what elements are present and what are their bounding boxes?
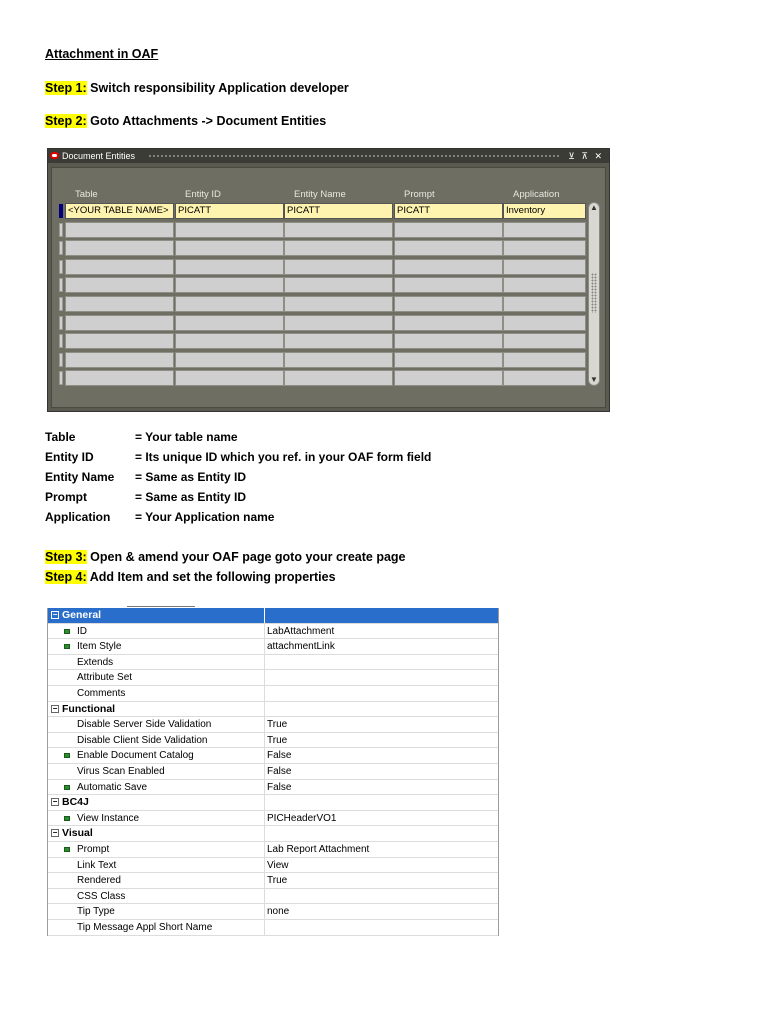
- grid-cell[interactable]: [175, 240, 284, 256]
- grid-cell[interactable]: [65, 370, 174, 386]
- property-name: [48, 811, 265, 826]
- property-value[interactable]: [266, 686, 499, 701]
- grid-cell[interactable]: [65, 259, 174, 275]
- grid-cell[interactable]: [503, 277, 586, 293]
- property-value[interactable]: False: [267, 766, 292, 777]
- property-label: Link Text: [77, 859, 117, 871]
- property-row[interactable]: [48, 873, 498, 889]
- grid-cell[interactable]: [284, 277, 393, 293]
- property-value[interactable]: [266, 608, 499, 623]
- grid-cell[interactable]: [175, 370, 284, 386]
- property-name: [48, 795, 265, 810]
- record-indicator[interactable]: [59, 334, 63, 348]
- scroll-down-icon[interactable]: ▼: [590, 375, 598, 384]
- property-inspector: [47, 608, 499, 936]
- required-property-icon: [64, 629, 70, 634]
- property-label: Extends: [77, 656, 114, 668]
- property-row[interactable]: [48, 717, 498, 733]
- property-row[interactable]: [48, 748, 498, 764]
- definition-value: = Same as Entity ID: [135, 490, 247, 504]
- property-name: [48, 702, 265, 717]
- property-category[interactable]: [48, 608, 498, 624]
- grid-cell[interactable]: [65, 240, 174, 256]
- property-label: Item Style: [77, 641, 122, 653]
- property-label: ID: [77, 625, 87, 637]
- window-title: Document Entities: [62, 151, 136, 161]
- property-name: [48, 655, 265, 670]
- property-label: Virus Scan Enabled: [77, 766, 165, 777]
- property-name: [48, 826, 265, 841]
- definition-value: = Your table name: [135, 430, 238, 444]
- definition-value: = Its unique ID which you ref. in your OAF form field: [135, 450, 432, 464]
- grid-cell[interactable]: PICATT: [394, 203, 503, 219]
- property-label: Automatic Save: [77, 781, 148, 793]
- property-label: Rendered: [77, 875, 121, 887]
- property-name: [48, 733, 265, 748]
- oracle-icon: [50, 152, 59, 159]
- property-row[interactable]: [48, 639, 498, 655]
- property-label: BC4J: [62, 796, 89, 809]
- definition-row: [45, 430, 238, 444]
- window-titlebar: [48, 149, 609, 163]
- property-row[interactable]: [48, 670, 498, 686]
- inspector-divider: [127, 606, 195, 607]
- grid-cell[interactable]: [284, 240, 393, 256]
- property-value[interactable]: [266, 795, 499, 810]
- step-4: [45, 570, 336, 584]
- property-name: [48, 748, 265, 763]
- grid-cell[interactable]: [394, 315, 503, 331]
- property-row[interactable]: [48, 811, 498, 827]
- step-2-text: Goto Attachments -> Document Entities: [86, 114, 327, 128]
- grid-cell[interactable]: [65, 352, 174, 368]
- column-header-prompt: Prompt: [404, 189, 435, 200]
- definition-key: Entity Name: [45, 470, 115, 484]
- collapse-icon[interactable]: −: [52, 703, 58, 713]
- step-4-label: Step 4:: [45, 570, 87, 584]
- grid-cell[interactable]: [284, 259, 393, 275]
- property-label: Tip Type: [77, 906, 115, 918]
- collapse-icon[interactable]: −: [52, 610, 58, 619]
- grid-cell[interactable]: [394, 296, 503, 312]
- grid-cell[interactable]: [503, 315, 586, 331]
- property-label: Attribute Set: [77, 672, 133, 684]
- property-name: [48, 686, 265, 701]
- property-label: Visual: [62, 827, 93, 840]
- property-row[interactable]: [48, 842, 498, 858]
- step-1-label: Step 1:: [45, 81, 87, 95]
- grid-cell[interactable]: [394, 240, 503, 256]
- property-label: Tip Message Appl Short Name: [77, 922, 213, 933]
- record-indicator[interactable]: [59, 316, 63, 330]
- property-name: [48, 624, 265, 639]
- property-name: [48, 639, 265, 654]
- grid-cell[interactable]: [394, 370, 503, 386]
- property-name: [48, 920, 265, 935]
- property-category[interactable]: [48, 795, 498, 811]
- property-category[interactable]: [48, 702, 498, 718]
- grid-cell[interactable]: [503, 240, 586, 256]
- step-3: [45, 550, 406, 564]
- property-label: View Instance: [77, 812, 140, 824]
- property-value[interactable]: [266, 655, 499, 670]
- grid-cell[interactable]: [394, 222, 503, 238]
- property-row[interactable]: [48, 780, 498, 796]
- property-name: [48, 608, 265, 623]
- collapse-icon[interactable]: −: [52, 828, 58, 838]
- column-header-table: Table: [75, 189, 98, 200]
- definition-row: [45, 490, 246, 504]
- step-3-label: Step 3:: [45, 550, 87, 564]
- definition-key: Prompt: [45, 490, 87, 504]
- grid-cell[interactable]: [175, 222, 284, 238]
- property-row[interactable]: [48, 686, 498, 702]
- grid-cell[interactable]: [65, 333, 174, 349]
- property-value[interactable]: [266, 889, 499, 904]
- grid-cell[interactable]: [503, 352, 586, 368]
- grid-cell[interactable]: [65, 222, 174, 238]
- vertical-scrollbar[interactable]: [588, 202, 600, 386]
- grid-cell[interactable]: [394, 333, 503, 349]
- property-category[interactable]: [48, 826, 498, 842]
- step-2-label: Step 2:: [45, 114, 87, 128]
- grid-cell[interactable]: [503, 222, 586, 238]
- grid-cell[interactable]: [65, 315, 174, 331]
- property-value[interactable]: LabAttachment: [267, 625, 335, 637]
- grid-cell[interactable]: [394, 259, 503, 275]
- property-row[interactable]: [48, 624, 498, 640]
- step-2: [45, 114, 326, 128]
- grid-cell[interactable]: [175, 333, 284, 349]
- grid-cell[interactable]: [503, 333, 586, 349]
- record-indicator[interactable]: [59, 241, 63, 255]
- grid-cell[interactable]: [394, 277, 503, 293]
- property-name: [48, 842, 265, 857]
- property-value[interactable]: [266, 670, 499, 685]
- grid-cell[interactable]: [503, 370, 586, 386]
- property-value[interactable]: True: [267, 734, 288, 746]
- property-row[interactable]: [48, 655, 498, 671]
- definition-key: Table: [45, 430, 76, 444]
- required-property-icon: [64, 785, 70, 790]
- property-value[interactable]: Lab Report Attachment: [267, 844, 370, 855]
- grid-cell[interactable]: [284, 370, 393, 386]
- property-label: Comments: [77, 688, 126, 699]
- property-value[interactable]: none: [267, 906, 290, 918]
- property-value[interactable]: PICHeaderVO1: [267, 812, 337, 824]
- property-row[interactable]: [48, 889, 498, 905]
- grid-cell[interactable]: [284, 352, 393, 368]
- property-name: [48, 873, 265, 888]
- scroll-thumb[interactable]: [591, 273, 597, 313]
- property-row[interactable]: [48, 764, 498, 780]
- record-indicator[interactable]: [59, 297, 63, 311]
- property-value[interactable]: True: [267, 719, 288, 731]
- property-value[interactable]: View: [267, 859, 289, 871]
- step-3-text: Open & amend your OAF page goto your create page: [86, 550, 406, 564]
- grid-cell[interactable]: [65, 277, 174, 293]
- current-record-indicator[interactable]: [59, 204, 63, 218]
- required-property-icon: [64, 816, 70, 821]
- property-name: [48, 670, 265, 685]
- required-property-icon: [64, 644, 70, 649]
- property-name: [48, 717, 265, 732]
- definition-row: [45, 450, 431, 464]
- property-value[interactable]: False: [267, 750, 292, 762]
- property-value[interactable]: False: [267, 781, 292, 793]
- property-row[interactable]: [48, 920, 498, 936]
- document-title: Attachment in OAF: [45, 47, 159, 61]
- property-name: [48, 858, 265, 873]
- record-indicator[interactable]: [59, 371, 63, 385]
- grid-cell[interactable]: [503, 259, 586, 275]
- property-value[interactable]: [266, 920, 499, 935]
- grid-cell[interactable]: [284, 333, 393, 349]
- property-row[interactable]: [48, 904, 498, 920]
- property-name: [48, 904, 265, 919]
- property-name: [48, 764, 265, 779]
- definition-key: Entity ID: [45, 450, 94, 464]
- grid-cell[interactable]: [175, 277, 284, 293]
- grid-cell[interactable]: PICATT: [175, 203, 284, 219]
- record-indicator[interactable]: [59, 260, 63, 274]
- titlebar-grip: [148, 154, 561, 158]
- step-1: [45, 81, 349, 95]
- grid-cell[interactable]: [284, 296, 393, 312]
- step-4-text: Add Item and set the following properties: [86, 570, 336, 584]
- property-value[interactable]: attachmentLink: [267, 641, 335, 653]
- grid-cell[interactable]: [284, 315, 393, 331]
- property-value[interactable]: [266, 826, 499, 841]
- collapse-icon[interactable]: −: [52, 797, 58, 807]
- property-value[interactable]: True: [267, 875, 288, 887]
- definition-value: = Your Application name: [135, 510, 275, 524]
- definition-row: [45, 470, 246, 484]
- column-header-entity-id: Entity ID: [185, 189, 221, 200]
- grid-cell[interactable]: <YOUR TABLE NAME>: [65, 203, 174, 219]
- property-label: Disable Server Side Validation: [77, 719, 212, 731]
- property-label: Enable Document Catalog: [77, 750, 194, 762]
- column-header-application: Application: [513, 189, 560, 200]
- property-name: [48, 889, 265, 904]
- grid-cell[interactable]: [175, 315, 284, 331]
- grid-cell[interactable]: Inventory: [503, 203, 586, 219]
- grid-cell[interactable]: [503, 296, 586, 312]
- property-label: Prompt: [77, 844, 110, 855]
- step-1-text: Switch responsibility Application developer: [86, 81, 349, 95]
- property-label: General: [62, 609, 102, 621]
- grid-cell[interactable]: [175, 259, 284, 275]
- property-label: Functional: [62, 702, 116, 715]
- grid-cell[interactable]: [284, 222, 393, 238]
- grid-cell[interactable]: PICATT: [284, 203, 393, 219]
- grid-cell[interactable]: [65, 296, 174, 312]
- property-row[interactable]: [48, 858, 498, 874]
- required-property-icon: [64, 847, 70, 852]
- definition-value: = Same as Entity ID: [135, 470, 247, 484]
- grid-cell[interactable]: [394, 352, 503, 368]
- property-label: Disable Client Side Validation: [77, 734, 208, 746]
- column-header-entity-name: Entity Name: [294, 189, 346, 200]
- property-label: CSS Class: [77, 890, 126, 902]
- scroll-up-icon[interactable]: ▲: [590, 203, 598, 212]
- property-row[interactable]: [48, 733, 498, 749]
- grid-cell[interactable]: [175, 296, 284, 312]
- definition-row: [45, 510, 274, 524]
- record-indicator[interactable]: [59, 223, 63, 237]
- record-indicator[interactable]: [59, 353, 63, 367]
- property-name: [48, 780, 265, 795]
- window-controls[interactable]: ⊻ ⊼ ✕: [568, 151, 604, 161]
- record-indicator[interactable]: [59, 278, 63, 292]
- definition-key: Application: [45, 510, 111, 524]
- required-property-icon: [64, 753, 70, 758]
- grid-cell[interactable]: [175, 352, 284, 368]
- property-value[interactable]: [266, 702, 499, 717]
